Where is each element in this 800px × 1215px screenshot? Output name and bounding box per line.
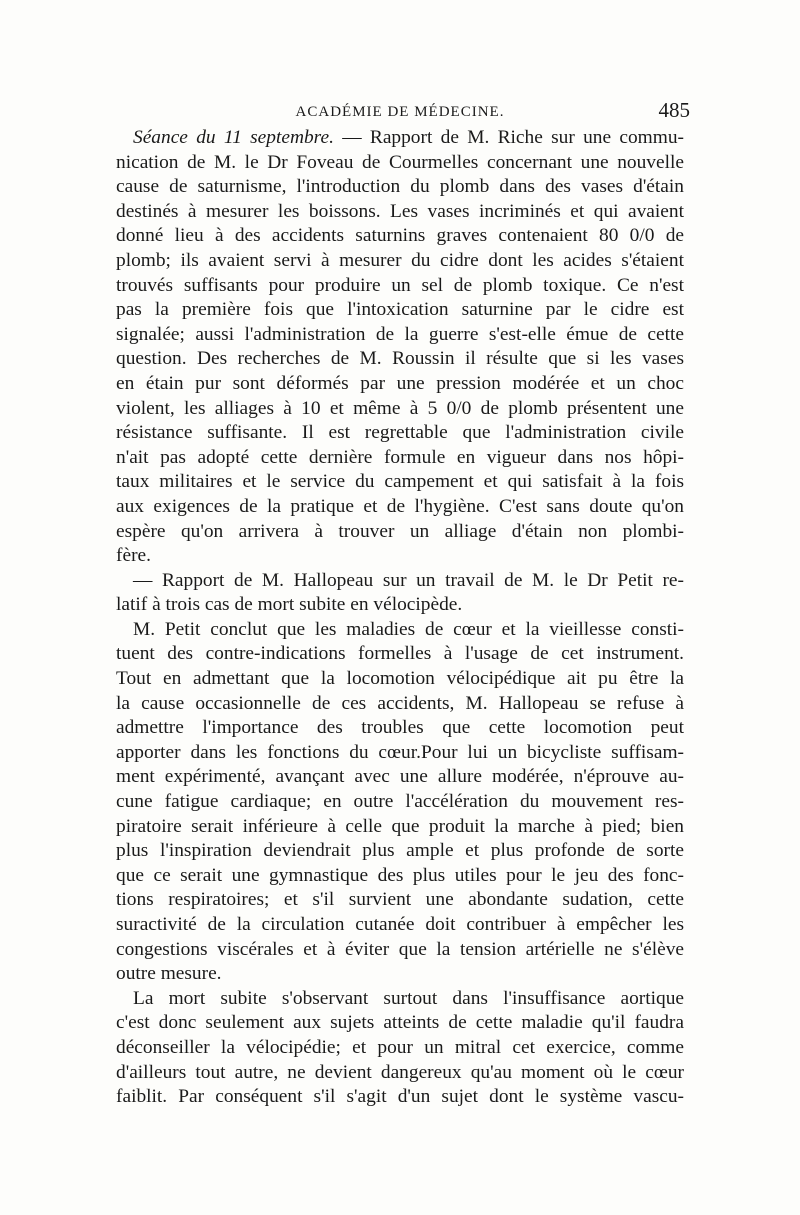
text-line: admettre l'importance des troubles que cette locomotion peut [116,717,684,739]
text-line: suractivité de la circulation cutanée doit contribuer à empêcher les [116,914,684,935]
text-line [116,126,684,151]
text-line: plus l'inspiration deviendrait plus ample et plus profonde de sorte [116,840,684,862]
text-line: La mort subite s'observant surtout dans l'insuffisance aortique [133,987,684,1009]
text-line: congestions viscérales et à éviter que la tension artérielle ne s'élève [116,938,684,960]
text-line: d'ailleurs tout autre, ne devient dangereux qu'au moment où le cœur [116,1061,684,1083]
text-line: que ce serait une gymnastique des plus utiles pour le jeu des fonc- [116,864,684,886]
text-line: — Rapport de M. Hallopeau sur un travail de M. le Dr Petit re- [133,569,684,591]
text-line: c'est donc seulement aux sujets atteints de cette maladie qu'il faudra [116,1012,684,1034]
text-line: piratoire serait inférieure à celle que produit la marche à pied; bien [116,815,684,837]
session-date: Séance du 11 septembre. [133,127,334,148]
text-line: destinés à mesurer les boissons. Les vases incriminés et qui avaient [116,200,684,222]
text-line: aux exigences de la pratique et de l'hygiène. C'est sans doute qu'on [116,495,684,517]
text-line: latif à trois cas de mort subite en vélocipède. [116,594,463,616]
running-head [116,98,690,123]
text-line: violent, les alliages à 10 et même à 5 0/0 de plomb présentent une [116,397,684,419]
text-line: fère. [116,545,151,567]
text-line: cune fatigue cardiaque; en outre l'accélération du mouvement res- [116,791,684,813]
text-line: question. Des recherches de M. Roussin il résulte que si les vases [116,348,684,370]
text-line: déconseiller la vélocipédie; et pour un mitral cet exercice, comme [116,1036,684,1058]
page-number: 485 [658,98,690,122]
text-line: outre mesure. [116,963,222,985]
text-line: résistance suffisante. Il est regrettable que l'administration civile [116,422,684,444]
text-line: faiblit. Par conséquent s'il s'agit d'un sujet dont le système vascu- [116,1086,684,1108]
text-line: tuent des contre-indications formelles à l'usage de cet instrument. [116,643,684,665]
text-line: cause de saturnisme, l'introduction du plomb dans des vases d'étain [116,176,684,198]
text-line: tions respiratoires; et s'il survient une abondante sudation, cette [116,889,684,911]
body-text [116,126,684,1110]
text-line: pas la première fois que l'intoxication saturnine par le cidre est [116,299,684,321]
text-line: apporter dans les fonctions du cœur.Pour lui un bicycliste suffisam- [116,741,684,763]
text-line: signalée; aussi l'administration de la guerre s'est-elle émue de cette [116,323,684,345]
text-line: la cause occasionnelle de ces accidents, M. Hallopeau se refuse à [116,692,684,714]
text-line: nication de M. le Dr Foveau de Courmelles concernant une nouvelle [116,151,684,173]
text-line: plomb; ils avaient servi à mesurer du cidre dont les acides s'étaient [116,249,684,271]
text-line: donné lieu à des accidents saturnins graves contenaient 80 0/0 de [116,225,684,247]
text-line: M. Petit conclut que les maladies de cœur et la vieillesse consti- [133,618,684,640]
text-line-fragment: — Rapport de M. Riche sur une commu- [333,127,684,148]
text-line: en étain pur sont déformés par une pression modérée et un choc [116,372,684,394]
text-line: taux militaires et le service du campement et qui satisfait à la fois [116,471,684,493]
text-line: espère qu'on arrivera à trouver un alliage d'étain non plombi- [116,520,684,542]
text-line: n'ait pas adopté cette dernière formule en vigueur dans nos hôpi- [116,446,684,468]
running-title: ACADÉMIE DE MÉDECINE. [295,104,505,120]
text-line: trouvés suffisants pour produire un sel de plomb toxique. Ce n'est [116,274,684,296]
text-line: Tout en admettant que la locomotion vélocipédique ait pu être la [116,668,684,690]
text-line: ment expérimenté, avançant avec une allure modérée, n'éprouve au- [116,766,684,788]
